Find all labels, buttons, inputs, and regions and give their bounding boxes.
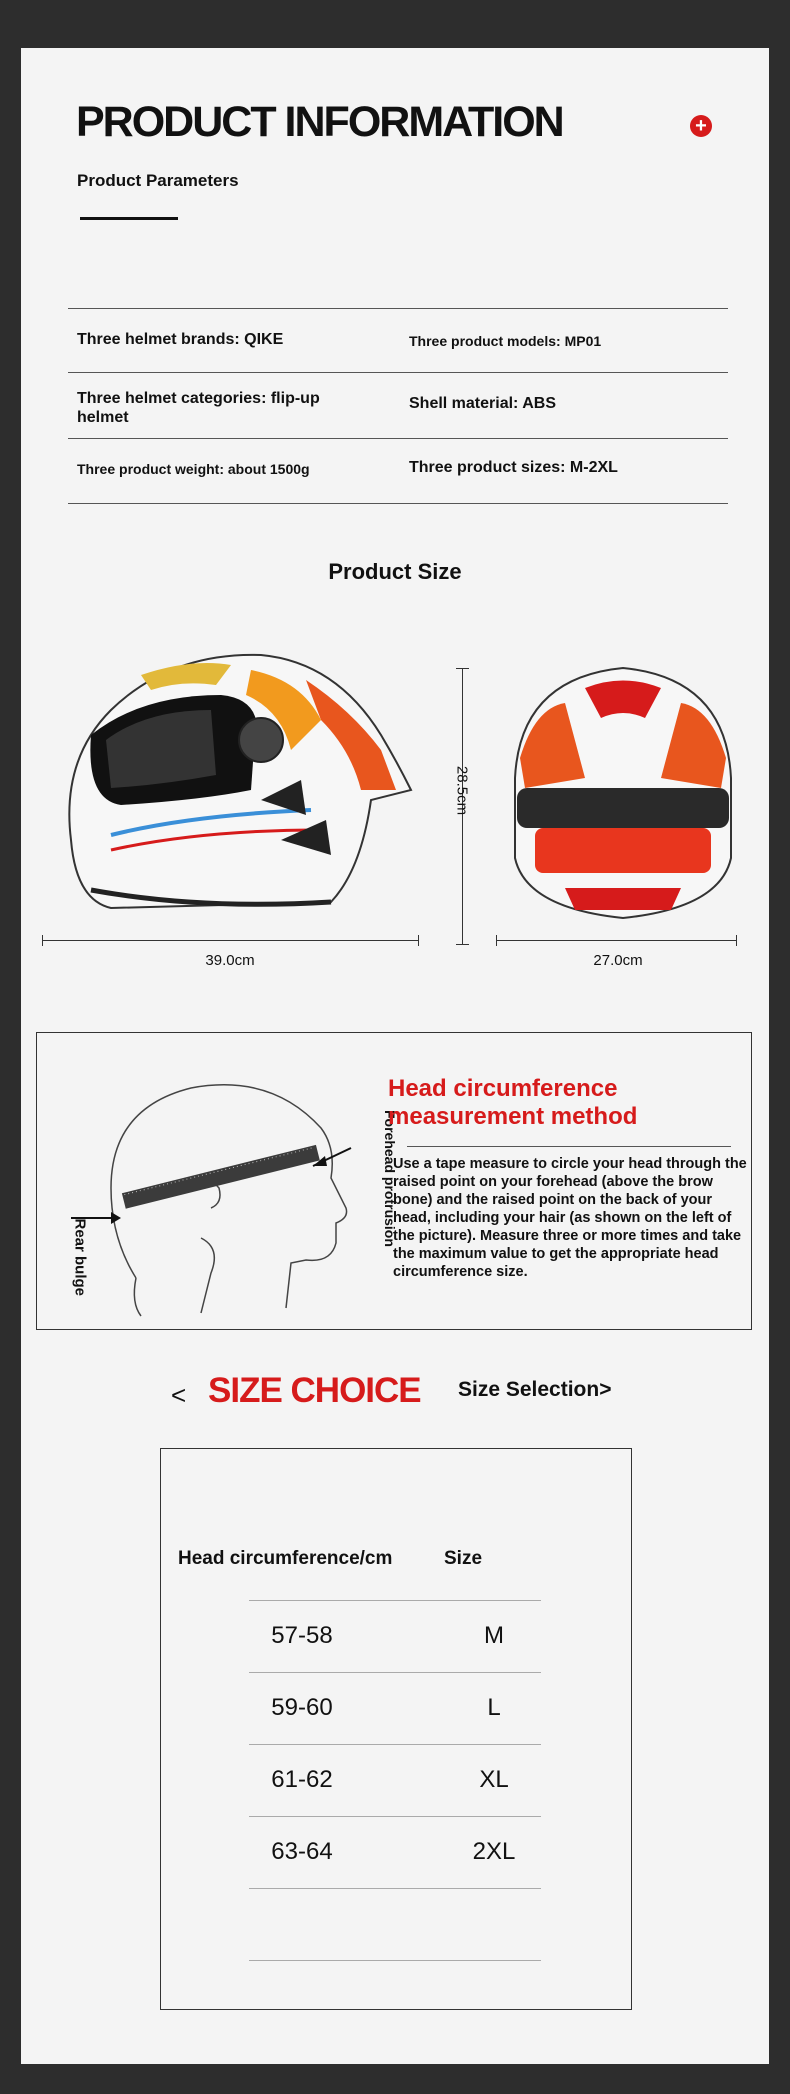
- size-range-cell: 59-60: [271, 1694, 333, 1721]
- size-choice-title: SIZE CHOICE: [208, 1371, 421, 1410]
- forehead-protrusion-label: Forehead protrusion: [382, 1110, 398, 1247]
- size-selection-label: Size Selection>: [458, 1378, 612, 1401]
- rear-bulge-label: Rear bulge: [71, 1218, 89, 1297]
- param-brand: Three helmet brands: QIKE: [77, 331, 284, 348]
- divider: [249, 1960, 541, 1961]
- measurement-title-line1: Head circumference: [388, 1075, 618, 1102]
- side-length-label: 39.0cm: [205, 952, 255, 969]
- dimension-tick: [456, 944, 469, 945]
- column-header-circumference: Head circumference/cm: [178, 1548, 393, 1569]
- helmet-rear-view-image: [495, 648, 751, 938]
- rear-width-label: 27.0cm: [593, 952, 643, 969]
- subtitle-underline: [80, 217, 178, 220]
- divider: [407, 1146, 731, 1147]
- measurement-title: [388, 1075, 637, 1131]
- head-measurement-illustration: [51, 1048, 371, 1328]
- size-table: [160, 1448, 632, 2010]
- measurement-description: Use a tape measure to circle your head through the raised point on your forehead (above the brow bone) and the raised point on the back of your head, including your hair (as shown on the left of the picture). Measure three or more times and take the maximum value to get the appropriate head circumference size.: [393, 1156, 747, 1280]
- divider: [249, 1816, 541, 1817]
- size-range-cell: 57-58: [271, 1622, 333, 1649]
- helmet-side-view-image: [51, 640, 431, 930]
- param-material: Shell material: ABS: [409, 395, 557, 412]
- divider: [249, 1600, 541, 1601]
- size-range-cell: 61-62: [271, 1766, 333, 1793]
- param-model: Three product models: MP01: [409, 333, 602, 349]
- column-header-size: Size: [444, 1548, 483, 1569]
- size-cell: XL: [479, 1766, 509, 1793]
- dimension-tick: [42, 935, 43, 946]
- param-weight: Three product weight: about 1500g: [77, 461, 310, 477]
- product-info-page: [21, 48, 769, 2064]
- divider: [249, 1744, 541, 1745]
- divider: [68, 503, 728, 504]
- rear-width-dimension-line: [496, 940, 736, 941]
- dimension-tick: [418, 935, 419, 946]
- size-cell: M: [484, 1622, 504, 1649]
- height-label: 28.5cm: [453, 765, 471, 816]
- divider: [249, 1672, 541, 1673]
- dimension-tick: [456, 668, 469, 669]
- size-range-cell: 63-64: [271, 1838, 333, 1865]
- divider: [68, 308, 728, 309]
- size-cell: 2XL: [472, 1838, 516, 1865]
- divider: [68, 438, 728, 439]
- product-size-heading: Product Size: [328, 559, 462, 584]
- divider: [249, 1888, 541, 1889]
- plus-circle-icon: +: [690, 115, 712, 137]
- section-subtitle: Product Parameters: [77, 171, 239, 190]
- dimension-tick: [736, 935, 737, 946]
- divider: [68, 372, 728, 373]
- page-title: PRODUCT INFORMATION: [76, 98, 563, 146]
- param-category: Three helmet categories: flip-up helmet: [77, 390, 320, 426]
- width-dimension-line: [42, 940, 418, 941]
- dimension-tick: [496, 935, 497, 946]
- chevron-left-icon: <: [171, 1380, 187, 1410]
- param-sizes: Three product sizes: M-2XL: [409, 459, 618, 476]
- measurement-title-line2: measurement method: [388, 1103, 638, 1130]
- size-cell: L: [487, 1694, 501, 1721]
